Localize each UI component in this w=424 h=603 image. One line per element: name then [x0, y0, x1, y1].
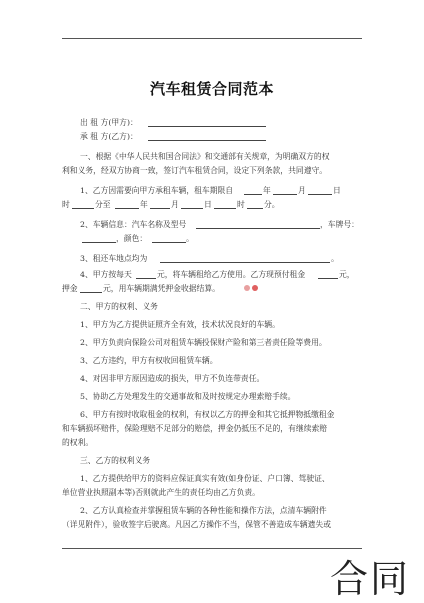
- daily-rate-field[interactable]: [136, 270, 156, 279]
- intro-line-1: 一、根据《中华人民共和国合同法》和交通部有关规章，为明确双方的权: [80, 152, 330, 161]
- start-hour-field[interactable]: [72, 200, 94, 209]
- section-3-item-2-line-2: （详见附件），验收签字后驶离。凡因乙方操作不当，保管不善造成车辆遗失或: [62, 520, 331, 529]
- intro-line-2: 利和义务，经双方协商一致，签订汽车租赁合同，设定下列条款，共同遵守。: [62, 166, 328, 175]
- start-year-field[interactable]: [244, 186, 262, 195]
- color-field[interactable]: [152, 234, 186, 243]
- section-2-heading: 二、甲方的权利、义务: [80, 302, 158, 311]
- prepaid-rent-field[interactable]: [318, 270, 338, 279]
- location-field[interactable]: [160, 254, 330, 263]
- section-3-heading: 三、乙方的权利义务: [80, 456, 151, 465]
- end-minute-field[interactable]: [247, 200, 263, 209]
- section-2-item-6-line-1: 6、甲方有按时收取租金的权利，有权以乙方的押金和其它抵押物抵缴租金: [80, 410, 335, 419]
- start-month-field[interactable]: [273, 186, 297, 195]
- plate-number-field[interactable]: [82, 234, 116, 243]
- car-model-field[interactable]: [196, 220, 320, 229]
- end-hour-field[interactable]: [214, 200, 236, 209]
- top-rule: [62, 38, 362, 39]
- page-marker-dots: [244, 276, 260, 295]
- party-b-label: 承 租 方(乙方)：: [80, 132, 138, 141]
- marker-dot: [244, 285, 250, 291]
- bottom-rule: [62, 548, 362, 549]
- section-2-item-3: 3、乙方违约，甲方有权收回租赁车辆。: [80, 356, 218, 365]
- section-2-item-1: 1、甲方为乙方提供证照齐全有效，技术状况良好的车辆。: [80, 320, 280, 329]
- end-day-field[interactable]: [181, 200, 203, 209]
- party-a-field[interactable]: [148, 118, 266, 127]
- deposit-field[interactable]: [80, 284, 102, 293]
- party-b-field[interactable]: [148, 132, 266, 141]
- watermark-text: 合同: [330, 557, 411, 601]
- marker-dot: [252, 285, 258, 291]
- section-2-item-6-line-3: 的权利。: [62, 438, 94, 447]
- section-3-item-1-line-1: 1、乙方提供给甲方的资料应保证真实有效(如身份证、户口簿、驾驶证、: [80, 474, 330, 483]
- party-a-label: 出 租 方(甲方)：: [80, 118, 138, 127]
- end-year-field[interactable]: [115, 200, 139, 209]
- section-2-item-6-line-2: 和车辆损坏赔件，保险理赔不足部分的赔偿，押金仍抵压不足的，有继续索赔: [62, 424, 328, 433]
- contract-page: 汽车租赁合同范本 出 租 方(甲方)： 承 租 方(乙方)： 一、根据《中华人民共和国合同法》和交通部有关规章，为明确双方的权 利和义务，经双方协商一致，签订汽车租赁合同，设定下列条款，共同遵守。 1、乙方因需要向甲方承租车辆，租车期限自 年 月 日 时 分至 年 月 日 时 分。 2、车辆信息：汽车名称及型号 ，车牌号： ，颜色： 。 3、租还车地点均为 。 4、甲方按每天 元，将车辆租给乙方使用。乙方现预付租金 元， 押金 元，用车辆期满凭押金收据结算。 二、甲方的权利、义务 1、甲方为乙方提供证照齐全有效，技术状况良好的车辆。 2、甲方负责向保险公司对租赁车辆投保财产险和第三者责任险等费用。 3、乙方违约，甲方有权收回租赁车辆。 4、对因非甲方原因造成的损失，甲方不负连带责任。 5、协助乙方处理发生的交通事故和及时按规定办理索赔手续。 6、甲方有按时收取租金的权利，有权以乙方的押金和其它抵押物抵缴租金 和车辆损坏赔件，保险理赔不足部分的赔偿，押金仍抵压不足的，有继续索赔 的权利。 三、乙方的权利义务 1、乙方提供给甲方的资料应保证真实有效(如身份证、户口簿、驾驶证、 单位营业执照副本等)否则就此产生的责任均由乙方负责。 2、乙方认真检查并掌握租赁车辆的各种性能和操作方法，点清车辆附件 （详见附件），验收签字后驶离。凡因乙方操作不当，保管不善造成车辆遗失或 合同: [0, 0, 424, 600]
- section-3-item-2-line-1: 2、乙方认真检查并掌握租赁车辆的各种性能和操作方法，点清车辆附件: [80, 506, 327, 515]
- section-2-item-2: 2、甲方负责向保险公司对租赁车辆投保财产险和第三者责任险等费用。: [80, 338, 327, 347]
- document-title: 汽车租赁合同范本: [149, 80, 274, 98]
- start-day-field[interactable]: [308, 186, 332, 195]
- section-3-item-1-line-2: 单位营业执照副本等)否则就此产生的责任均由乙方负责。: [62, 488, 260, 497]
- section-2-item-5: 5、协助乙方处理发生的交通事故和及时按规定办理索赔手续。: [80, 392, 296, 401]
- section-2-item-4: 4、对因非甲方原因造成的损失，甲方不负连带责任。: [80, 374, 265, 383]
- end-month-field[interactable]: [150, 200, 170, 209]
